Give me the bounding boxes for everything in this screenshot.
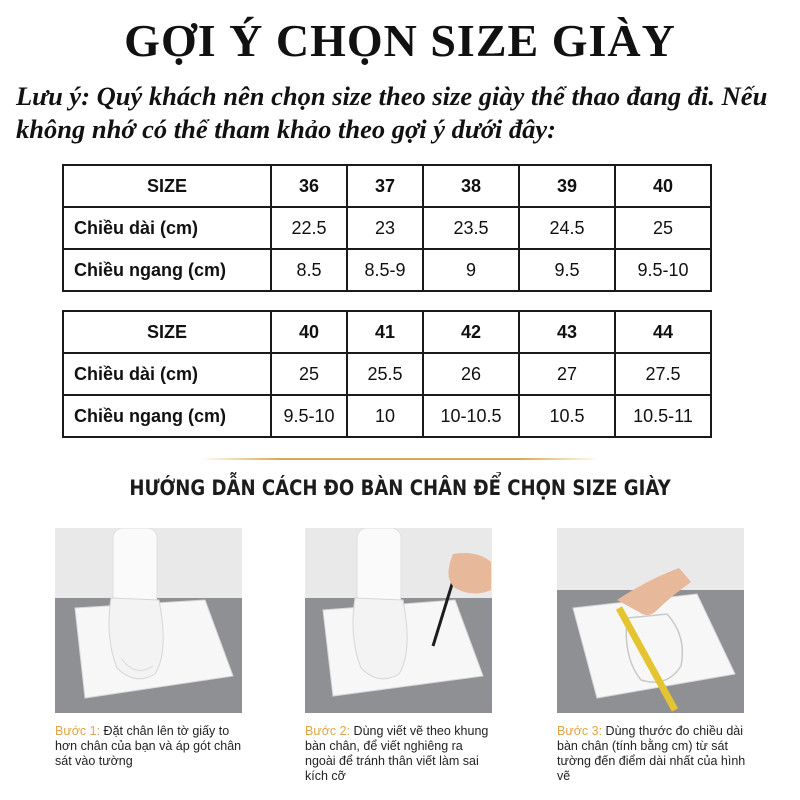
length-cell: 24.5 [519, 207, 615, 249]
width-cell: 10-10.5 [423, 395, 519, 437]
page-title: GỢI Ý CHỌN SIZE GIÀY [124, 15, 676, 66]
step-1-photo [55, 528, 242, 713]
length-cell: 25 [271, 353, 347, 395]
size-cell: 36 [271, 165, 347, 207]
table-row [63, 249, 711, 291]
size-cell: 40 [271, 311, 347, 353]
length-cell: 23 [347, 207, 423, 249]
size-cell: 38 [423, 165, 519, 207]
table-header-label: SIZE [63, 165, 271, 207]
step-2-description: Dùng viết vẽ theo khung bàn chân, để viết nghiêng ra ngoài để tránh thân viết làm sai kích cỡ [305, 724, 489, 783]
width-cell: 10.5 [519, 395, 615, 437]
size-cell: 37 [347, 165, 423, 207]
width-cell: 9 [423, 249, 519, 291]
length-cell: 26 [423, 353, 519, 395]
table-row [63, 207, 711, 249]
size-cell: 41 [347, 311, 423, 353]
length-label: Chiều dài (cm) [63, 353, 271, 395]
length-cell: 22.5 [271, 207, 347, 249]
note-text: Lưu ý: Quý khách nên chọn size theo size giày thể thao đang đi. Nếu không nhớ có thể tham khảo theo gợi ý dưới đây: [16, 81, 768, 144]
width-cell: 10.5-11 [615, 395, 711, 437]
length-cell: 27.5 [615, 353, 711, 395]
size-table-1 [62, 164, 712, 292]
guide-title: HƯỚNG DẪN CÁCH ĐO BÀN CHÂN ĐỂ CHỌN SIZE GIÀY [129, 476, 671, 500]
size-cell: 40 [615, 165, 711, 207]
width-cell: 9.5 [519, 249, 615, 291]
width-label: Chiều ngang (cm) [63, 249, 271, 291]
step-3-label: Bước 3: [557, 724, 603, 738]
step-2-photo [305, 528, 492, 713]
size-cell: 42 [423, 311, 519, 353]
width-cell: 8.5 [271, 249, 347, 291]
step-3-photo [557, 528, 744, 713]
length-cell: 25 [615, 207, 711, 249]
divider-line [200, 458, 600, 460]
width-cell: 10 [347, 395, 423, 437]
measuring-tape-illustration [557, 528, 744, 713]
width-label: Chiều ngang (cm) [63, 395, 271, 437]
table-row [63, 353, 711, 395]
table-row [63, 311, 711, 353]
width-cell: 9.5-10 [271, 395, 347, 437]
length-cell: 25.5 [347, 353, 423, 395]
step-3-text [557, 724, 747, 784]
size-table-2 [62, 310, 712, 438]
width-cell: 9.5-10 [615, 249, 711, 291]
foot-on-paper-illustration [55, 528, 242, 713]
step-3-description: Dùng thước đo chiều dài bàn chân (tính bằng cm) từ sát tường đến điểm dài nhất của hình vẽ [557, 724, 746, 783]
step-1-label: Bước 1: [55, 724, 101, 738]
size-cell: 39 [519, 165, 615, 207]
step-2-text [305, 724, 495, 784]
size-cell: 43 [519, 311, 615, 353]
size-cell: 44 [615, 311, 711, 353]
table-row [63, 395, 711, 437]
table-header-label: SIZE [63, 311, 271, 353]
step-2-label: Bước 2: [305, 724, 351, 738]
length-cell: 27 [519, 353, 615, 395]
step-1-text [55, 724, 245, 769]
length-label: Chiều dài (cm) [63, 207, 271, 249]
step-1-description: Đặt chân lên tờ giấy to hơn chân của bạn và áp gót chân sát vào tường [55, 724, 242, 768]
table-row [63, 165, 711, 207]
pen-outline-illustration [305, 528, 492, 713]
width-cell: 8.5-9 [347, 249, 423, 291]
length-cell: 23.5 [423, 207, 519, 249]
